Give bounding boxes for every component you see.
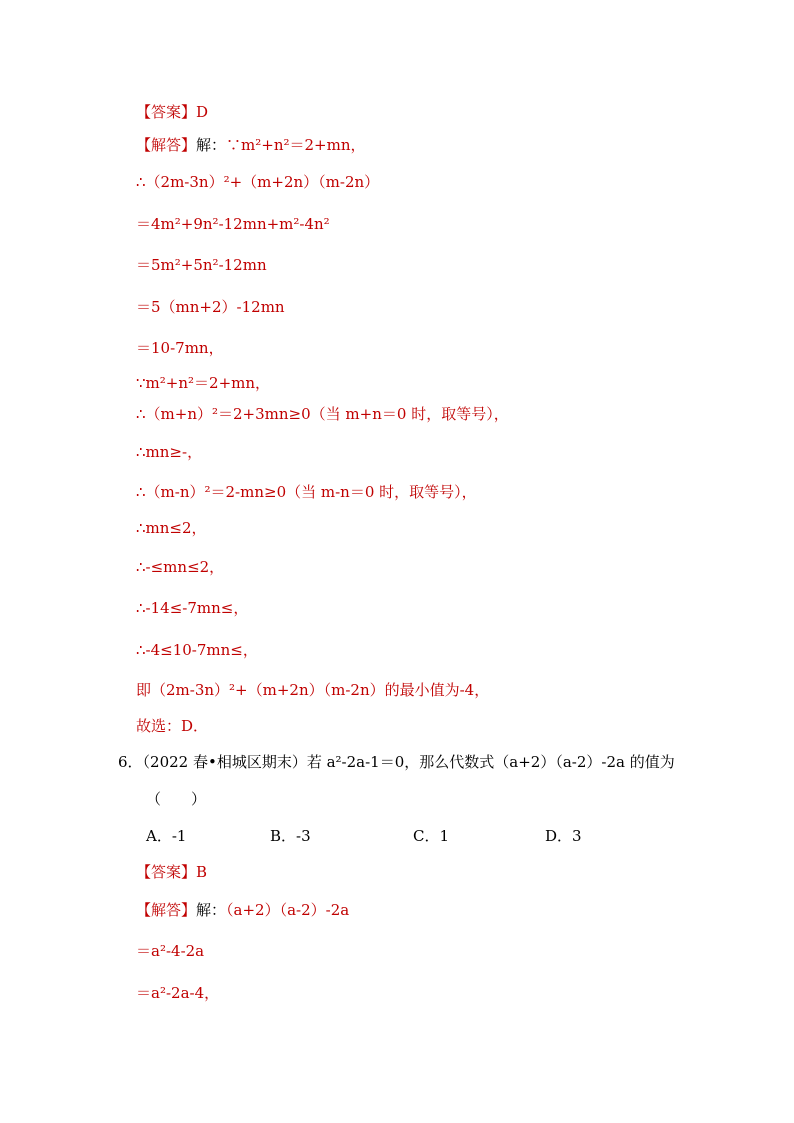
- math-line: ∴mn≤2，: [136, 519, 207, 537]
- answer-value: D: [196, 103, 209, 121]
- math-line: ∴（m-n）²＝2-mn≥0（当 m-n＝0 时，取等号），: [136, 483, 477, 501]
- answer-bracket: 【答案】: [136, 103, 197, 121]
- math-line: ＝a²-2a-4，: [136, 984, 220, 1002]
- math-line: ∴-≤mn≤2，: [136, 558, 225, 576]
- option-c: C．1: [413, 827, 450, 845]
- math-line: ∴（m+n）²＝2+3mn≥0（当 m+n＝0 时，取等号），: [136, 405, 509, 423]
- option-d: D．3: [545, 827, 582, 845]
- math-line: ∴-14≤-7mn≤，: [136, 599, 249, 617]
- solution-bracket: 【解答】: [136, 901, 197, 919]
- solution-bracket: 【解答】: [136, 136, 197, 154]
- math-line: （a+2）（a-2）-2a: [226, 901, 350, 919]
- math-line: 即（2m-3n）²+（m+2n）（m-2n）的最小值为-4，: [136, 681, 490, 699]
- solution-line: [136, 135, 366, 155]
- answer-line-1: [136, 102, 208, 122]
- math-line: ＝4m²+9n²-12mn+m²-4n²: [136, 215, 330, 233]
- option-a: A．-1: [146, 827, 187, 845]
- question-text: （2022 春•相城区期末）若 a²-2a-1＝0，那么代数式（a+2）（a-2）-2a 的值为: [142, 753, 675, 771]
- solution-prefix: 解：: [196, 136, 227, 154]
- answer-line-2: [136, 862, 207, 882]
- math-line: ∴-4≤10-7mn≤，: [136, 641, 258, 659]
- option-b: B．-3: [270, 827, 311, 845]
- question-number: 6．: [118, 753, 143, 771]
- math-line: ∴（2m-3n）²+（m+2n）（m-2n）: [136, 173, 380, 191]
- question-line: [118, 752, 675, 772]
- math-line: ∵m²+n²＝2+mn，: [136, 374, 271, 392]
- math-line: ＝a²-4-2a: [136, 942, 205, 960]
- math-line: ∴mn≥-，: [136, 443, 203, 461]
- answer-value: B: [196, 863, 208, 881]
- math-line: ＝5（mn+2）-12mn: [136, 298, 285, 316]
- solution-line: [136, 900, 349, 920]
- math-line: 故选：D．: [136, 717, 209, 735]
- math-line: ＝10-7mn，: [136, 339, 224, 357]
- math-line: ＝5m²+5n²-12mn: [136, 256, 267, 274]
- math-line: ∵m²+n²＝2+mn，: [226, 136, 366, 154]
- answer-bracket: 【答案】: [136, 863, 197, 881]
- question-blank: （ ）: [146, 790, 207, 808]
- solution-prefix: 解：: [196, 901, 227, 919]
